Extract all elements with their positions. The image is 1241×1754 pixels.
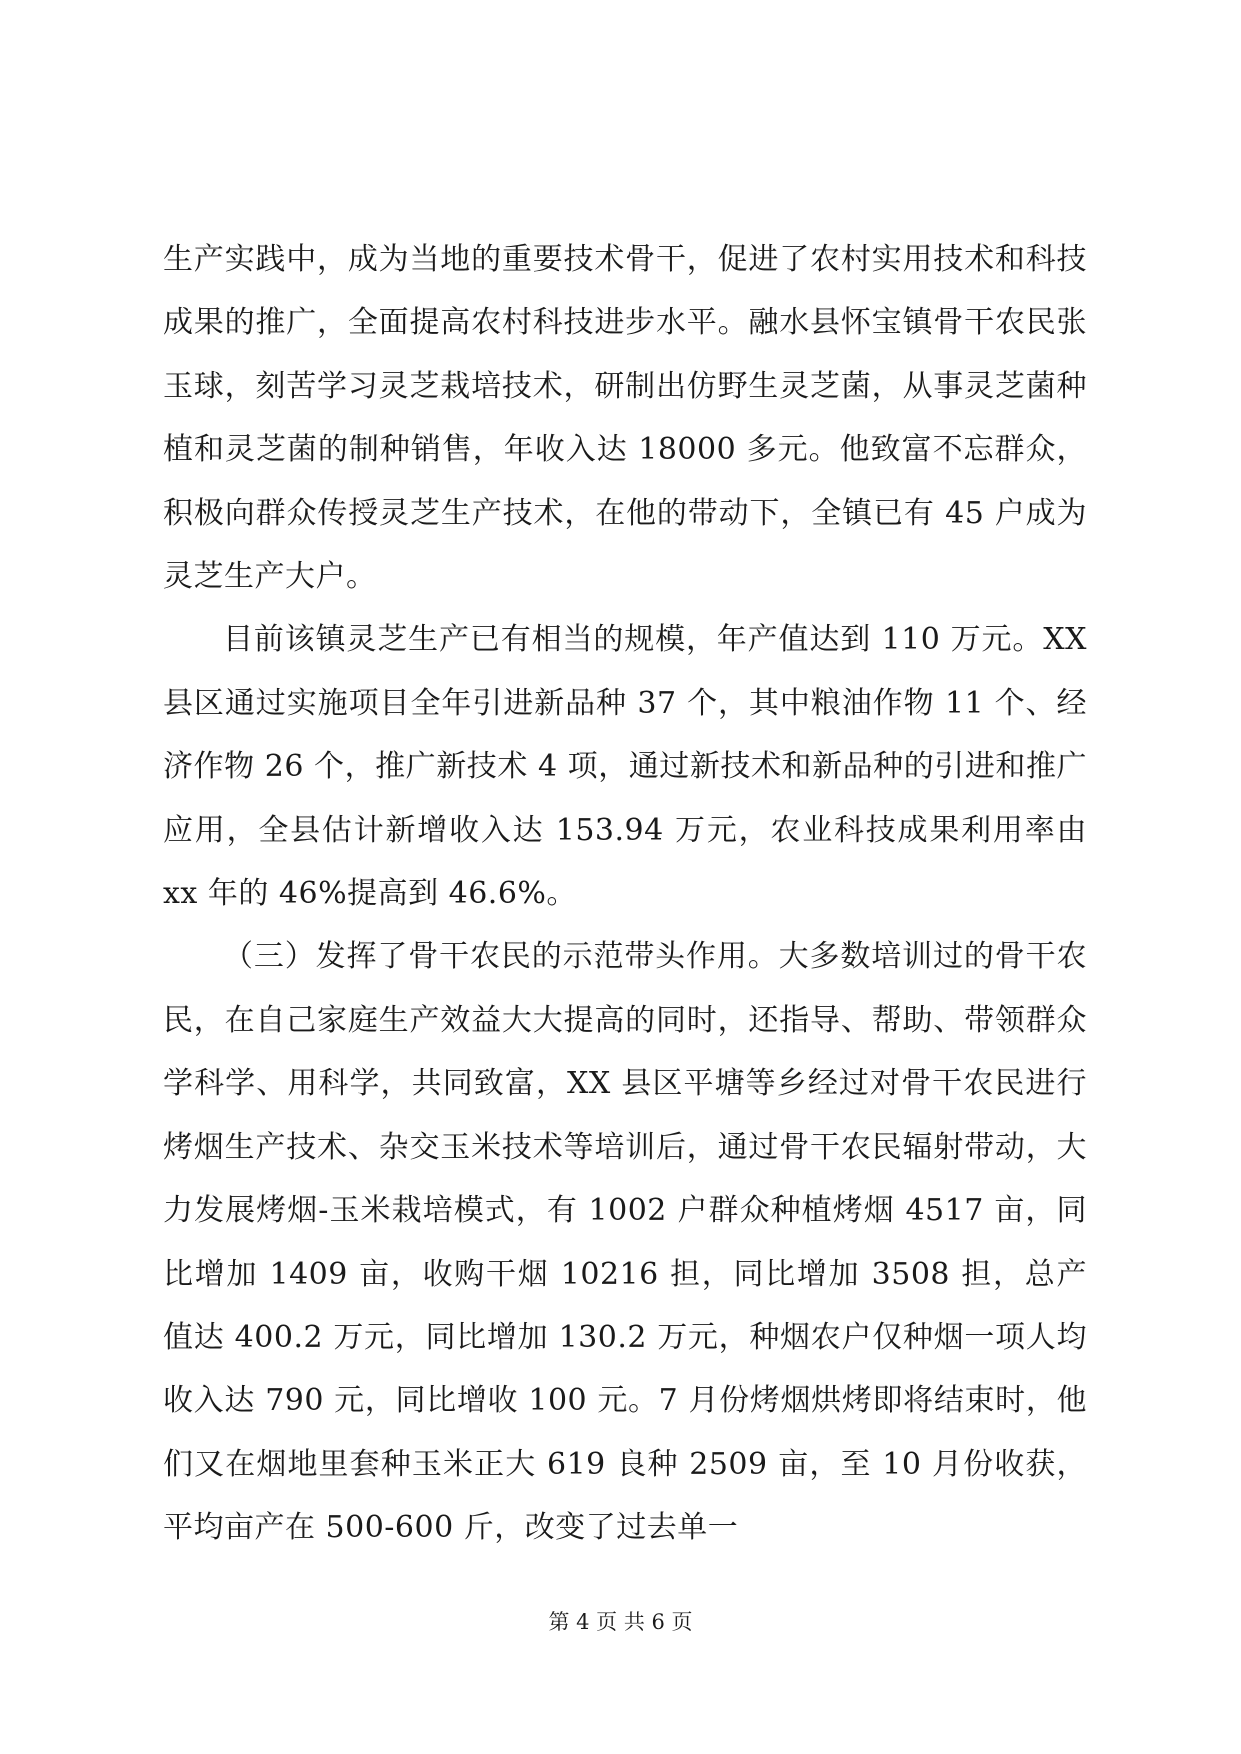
paragraph-continued: 生产实践中，成为当地的重要技术骨干，促进了农村实用技术和科技成果的推广，全面提高农村科技进步水平。融水县怀宝镇骨干农民张玉球，刻苦学习灵芝栽培技术，研制出仿野生灵芝菌，从事灵芝菌种植和灵芝菌的制种销售，年收入达 18000 多元。他致富不忘群众，积极向群众传授灵芝生产技术，在他的带动下，全镇已有 45 户成为灵芝生产大户。 bbox=[163, 242, 1087, 595]
page-footer: 第 4 页 共 6 页 bbox=[548, 1610, 693, 1634]
paragraph-output-value: 目前该镇灵芝生产已有相当的规模，年产值达到 110 万元。XX 县区通过实施项目全年引进新品种 37 个，其中粮油作物 11 个、经济作物 26 个，推广新技术 4 项，通过新技术和新品种的引进和推广应用，全县估计新增收入达 153.94 万元，农业科技成果利用率由 xx 年的 46%提高到 46.6%。 bbox=[163, 622, 1087, 912]
document-body bbox=[163, 228, 1087, 1560]
paragraph-demonstration-role: （三）发挥了骨干农民的示范带头作用。大多数培训过的骨干农民，在自己家庭生产效益大大提高的同时，还指导、帮助、带领群众学科学、用科学，共同致富，XX 县区平塘等乡经过对骨干农民进行烤烟生产技术、杂交玉米技术等培训后，通过骨干农民辐射带动，大力发展烤烟-玉米栽培模式，有 1002 户群众种植烤烟 4517 亩，同比增加 1409 亩，收购干烟 10216 担，同比增加 3508 担，总产值达 400.2 万元，同比增加 130.2 万元，种烟农户仅种烟一项人均收入达 790 元，同比增收 100 元。7 月份烤烟烘烤即将结束时，他们又在烟地里套种玉米正大 619 良种 2509 亩，至 10 月份收获，平均亩产在 500-600 斤，改变了过去单一 bbox=[163, 939, 1087, 1546]
